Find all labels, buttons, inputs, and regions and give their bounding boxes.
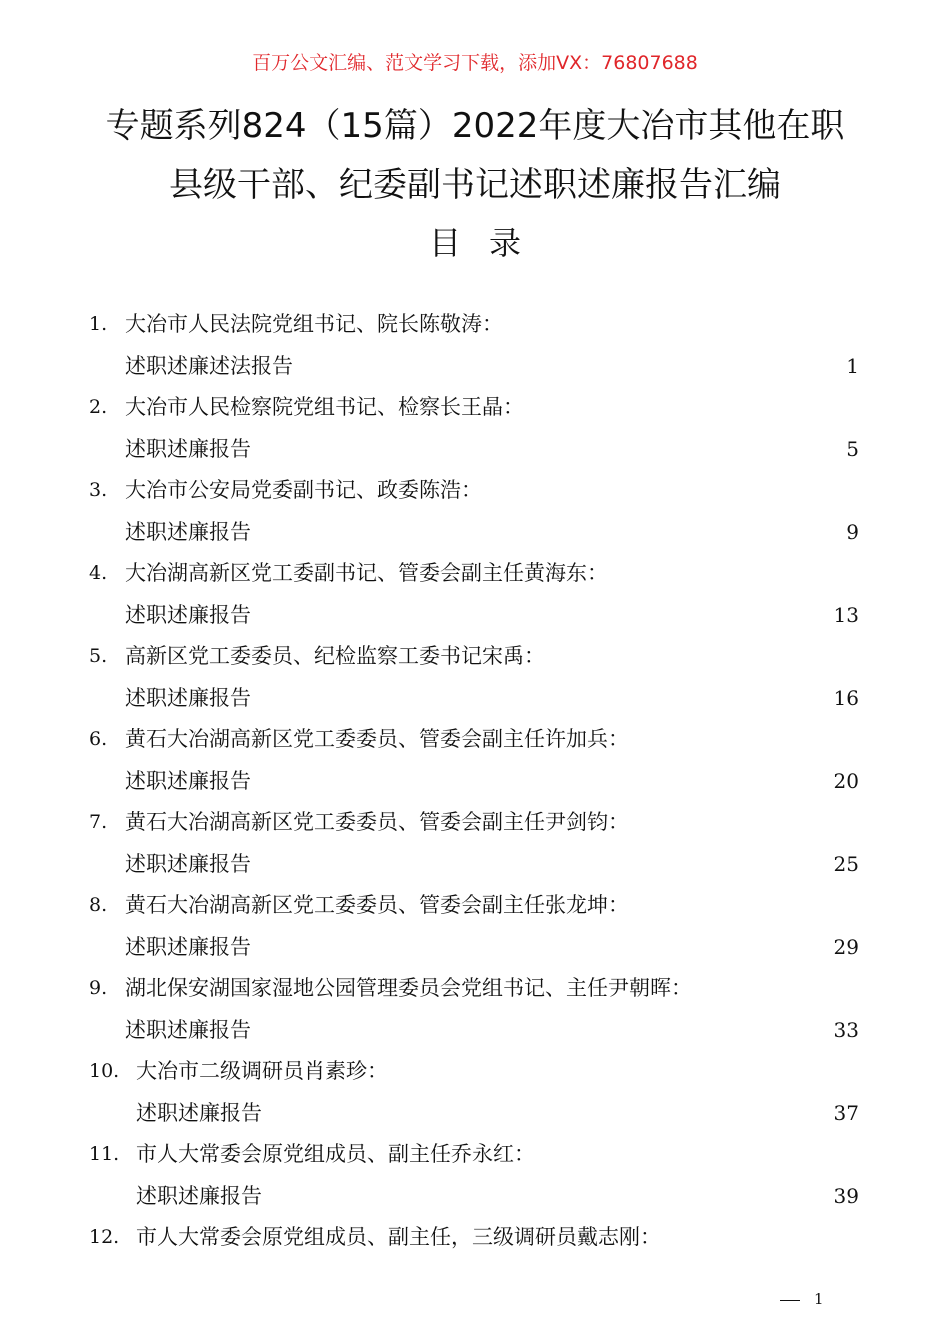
document-title-line1: 专题系列824（15篇）2022年度大冶市其他在职 bbox=[105, 106, 845, 146]
toc-entry-number: 1. bbox=[89, 313, 108, 335]
toc-entry-number: 2. bbox=[89, 396, 108, 418]
toc-entry-subtitle-line[interactable] bbox=[0, 1010, 950, 1052]
toc-entry-title: 市人大常委会原党组成员、副主任，三级调研员戴志刚： bbox=[136, 1225, 661, 1249]
toc-entry-title: 市人大常委会原党组成员、副主任乔永红： bbox=[136, 1142, 535, 1166]
toc-entry[interactable] bbox=[0, 387, 950, 429]
footer-page-number: 1 bbox=[814, 1290, 824, 1308]
toc-entry-page: 1 bbox=[846, 353, 859, 378]
toc-entry[interactable] bbox=[0, 885, 950, 927]
toc-entry-page: 25 bbox=[833, 851, 859, 876]
page-footer bbox=[780, 1290, 824, 1308]
toc-entry-title: 黄石大冶湖高新区党工委委员、管委会副主任许加兵： bbox=[125, 727, 629, 751]
toc-entry-subtitle-line[interactable] bbox=[0, 1093, 950, 1135]
table-of-contents bbox=[0, 304, 950, 1259]
toc-entry-subtitle-line[interactable] bbox=[0, 761, 950, 803]
toc-entry-subtitle-line[interactable] bbox=[0, 1176, 950, 1218]
footer-dash bbox=[780, 1300, 800, 1301]
toc-entry-title: 湖北保安湖国家湿地公园管理委员会党组书记、主任尹朝晖： bbox=[125, 976, 692, 1000]
toc-entry-page: 37 bbox=[833, 1100, 859, 1125]
toc-entry-title: 大冶湖高新区党工委副书记、管委会副主任黄海东： bbox=[125, 561, 608, 585]
toc-entry-subtitle: 述职述廉报告 bbox=[125, 519, 251, 544]
toc-entry[interactable] bbox=[0, 1134, 950, 1176]
toc-entry-title: 大冶市二级调研员肖素珍： bbox=[136, 1059, 388, 1083]
toc-heading: 目录 bbox=[428, 224, 549, 262]
toc-entry-subtitle-line[interactable] bbox=[0, 927, 950, 969]
toc-entry-number: 10. bbox=[89, 1060, 120, 1082]
toc-entry[interactable] bbox=[0, 1051, 950, 1093]
toc-entry-subtitle-line[interactable] bbox=[0, 512, 950, 554]
toc-entry-page: 20 bbox=[833, 768, 859, 793]
toc-entry-title: 大冶市公安局党委副书记、政委陈浩： bbox=[125, 478, 482, 502]
toc-entry-page: 29 bbox=[833, 934, 859, 959]
toc-entry-subtitle: 述职述廉述法报告 bbox=[125, 353, 293, 378]
toc-entry-subtitle-line[interactable] bbox=[0, 678, 950, 720]
toc-entry-subtitle-line[interactable] bbox=[0, 844, 950, 886]
toc-entry-page: 5 bbox=[846, 436, 859, 461]
toc-entry-number: 3. bbox=[89, 479, 108, 501]
document-title-line2: 县级干部、纪委副书记述职述廉报告汇编 bbox=[169, 165, 781, 205]
toc-entry-subtitle: 述职述廉报告 bbox=[125, 851, 251, 876]
toc-entry-subtitle: 述职述廉报告 bbox=[125, 685, 251, 710]
toc-entry-page: 16 bbox=[833, 685, 859, 710]
toc-entry-subtitle: 述职述廉报告 bbox=[136, 1100, 262, 1125]
toc-entry[interactable] bbox=[0, 802, 950, 844]
toc-entry-title: 黄石大冶湖高新区党工委委员、管委会副主任张龙坤： bbox=[125, 893, 629, 917]
toc-entry-number: 4. bbox=[89, 562, 108, 584]
toc-entry-title: 高新区党工委委员、纪检监察工委书记宋禹： bbox=[125, 644, 545, 668]
toc-entry-subtitle: 述职述廉报告 bbox=[125, 602, 251, 627]
toc-entry-page: 13 bbox=[833, 602, 859, 627]
toc-entry[interactable] bbox=[0, 1217, 950, 1259]
toc-entry-page: 9 bbox=[846, 519, 859, 544]
toc-entry[interactable] bbox=[0, 636, 950, 678]
toc-entry-subtitle-line[interactable] bbox=[0, 346, 950, 388]
toc-entry-subtitle: 述职述廉报告 bbox=[125, 768, 251, 793]
toc-entry[interactable] bbox=[0, 968, 950, 1010]
toc-entry-subtitle: 述职述廉报告 bbox=[125, 1017, 251, 1042]
toc-entry[interactable] bbox=[0, 470, 950, 512]
toc-entry-page: 39 bbox=[833, 1183, 859, 1208]
toc-entry[interactable] bbox=[0, 719, 950, 761]
toc-entry-number: 8. bbox=[89, 894, 108, 916]
toc-entry-title: 大冶市人民检察院党组书记、检察长王晶： bbox=[125, 395, 524, 419]
toc-entry-number: 9. bbox=[89, 977, 108, 999]
toc-entry-number: 12. bbox=[89, 1226, 120, 1248]
toc-entry-subtitle: 述职述廉报告 bbox=[125, 436, 251, 461]
toc-entry-subtitle: 述职述廉报告 bbox=[125, 934, 251, 959]
toc-entry-subtitle-line[interactable] bbox=[0, 595, 950, 637]
toc-entry[interactable] bbox=[0, 304, 950, 346]
watermark-banner: 百万公文汇编、范文学习下载，添加VX：76807688 bbox=[252, 52, 698, 74]
toc-entry-number: 6. bbox=[89, 728, 108, 750]
toc-entry-subtitle: 述职述廉报告 bbox=[136, 1183, 262, 1208]
toc-entry-subtitle-line[interactable] bbox=[0, 429, 950, 471]
toc-entry[interactable] bbox=[0, 553, 950, 595]
toc-entry-title: 黄石大冶湖高新区党工委委员、管委会副主任尹剑钧： bbox=[125, 810, 629, 834]
toc-entry-title: 大冶市人民法院党组书记、院长陈敬涛： bbox=[125, 312, 503, 336]
toc-entry-number: 7. bbox=[89, 811, 108, 833]
toc-entry-page: 33 bbox=[833, 1017, 859, 1042]
toc-entry-number: 11. bbox=[89, 1143, 120, 1165]
toc-entry-number: 5. bbox=[89, 645, 108, 667]
